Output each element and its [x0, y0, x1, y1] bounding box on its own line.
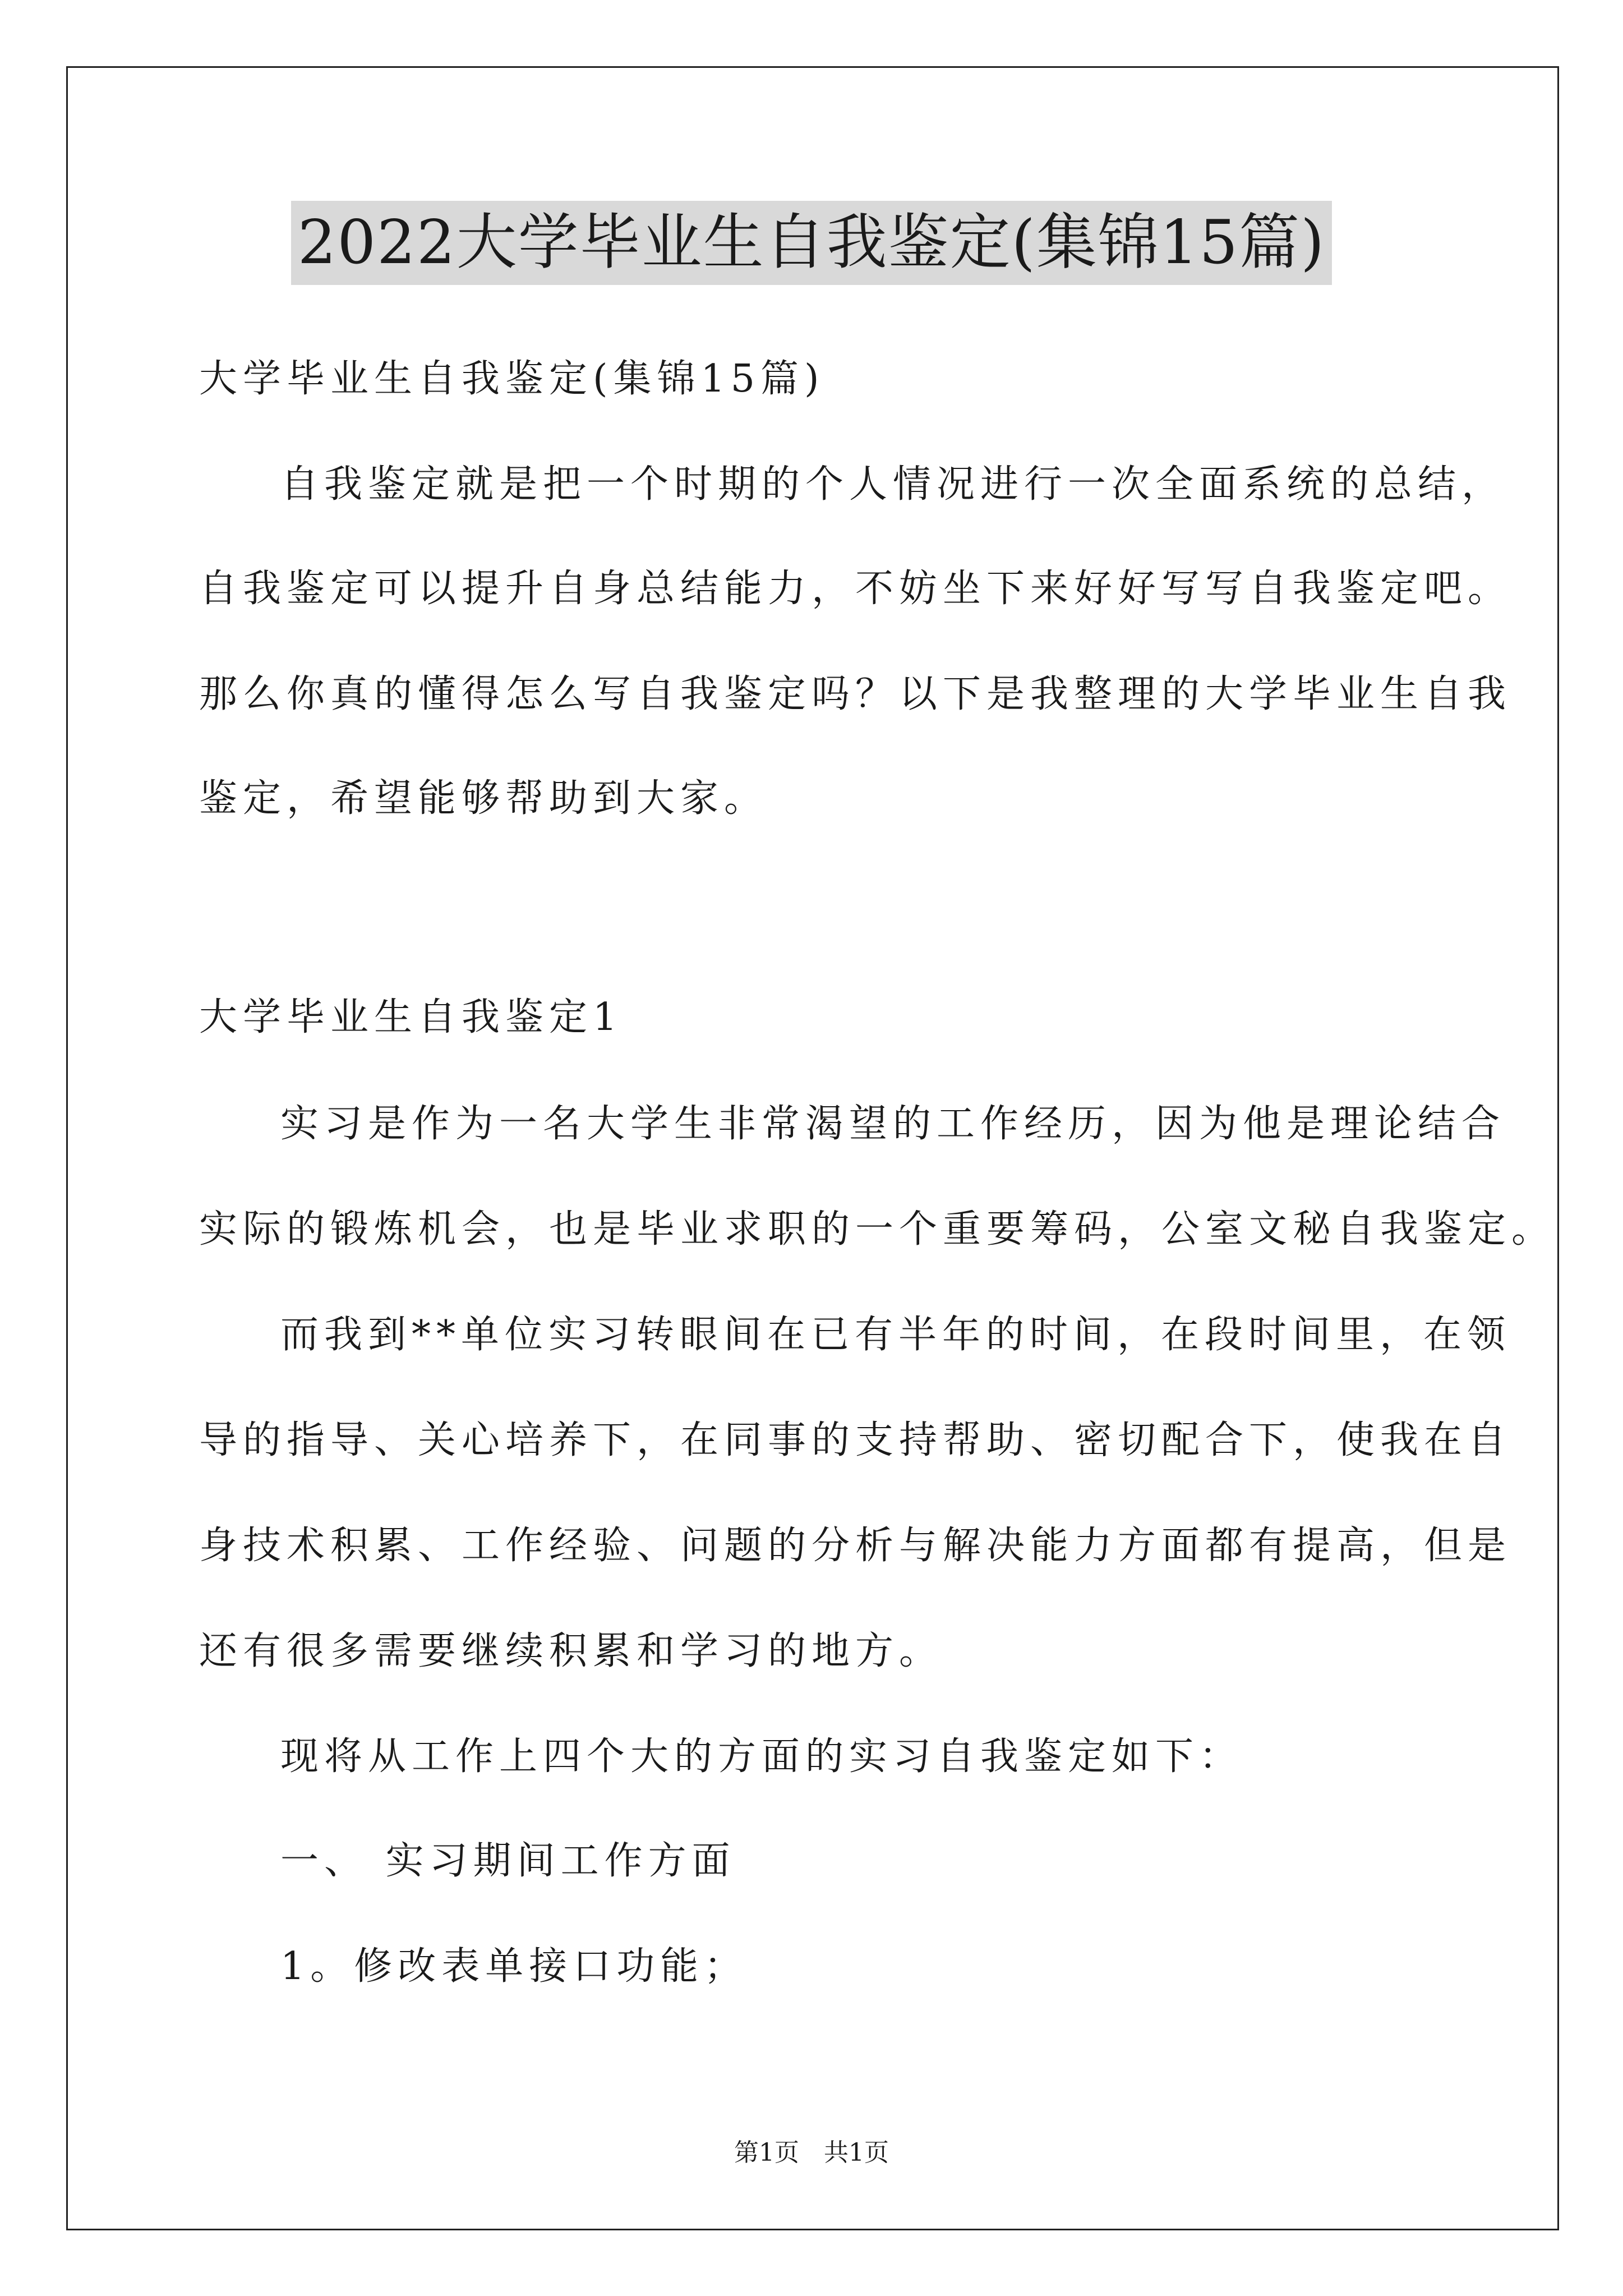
paragraph-line: 现将从工作上四个大的方面的实习自我鉴定如下：: [280, 1734, 1243, 1779]
paragraph-line: 而我到**单位实习转眼间在已有半年的时间，在段时间里，在领: [280, 1313, 1511, 1357]
paragraph-line: 还有很多需要继续积累和学习的地方。: [199, 1629, 943, 1673]
section-heading: 大学毕业生自我鉴定1: [199, 995, 623, 1039]
paragraph-line: 身技术积累、工作经验、问题的分析与解决能力方面都有提高，但是: [199, 1524, 1512, 1568]
intro-line: 那么你真的懂得怎么写自我鉴定吗？以下是我整理的大学毕业生自我: [199, 672, 1512, 716]
paragraph-line: 导的指导、关心培养下，在同事的支持帮助、密切配合下，使我在自: [199, 1418, 1512, 1462]
paragraph-line: 实际的锻炼机会，也是毕业求职的一个重要筹码，公室文秘自我鉴定。: [199, 1207, 1556, 1251]
title-container: [0, 201, 1623, 285]
intro-line: 自我鉴定就是把一个时期的个人情况进行一次全面系统的总结，: [280, 462, 1506, 507]
list-heading: 一、 实习期间工作方面: [280, 1839, 736, 1883]
document-subtitle: 大学毕业生自我鉴定(集锦15篇): [199, 357, 825, 401]
intro-line: 鉴定，希望能够帮助到大家。: [199, 776, 768, 821]
intro-line: 自我鉴定可以提升自身总结能力，不妨坐下来好好写写自我鉴定吧。: [199, 567, 1512, 611]
page-footer: 第1页 共1页: [734, 2138, 889, 2167]
document-title: 2022大学毕业生自我鉴定(集锦15篇): [291, 201, 1332, 285]
list-item: 1。修改表单接口功能；: [280, 1944, 748, 1989]
paragraph-line: 实习是作为一名大学生非常渴望的工作经历，因为他是理论结合: [280, 1102, 1506, 1146]
